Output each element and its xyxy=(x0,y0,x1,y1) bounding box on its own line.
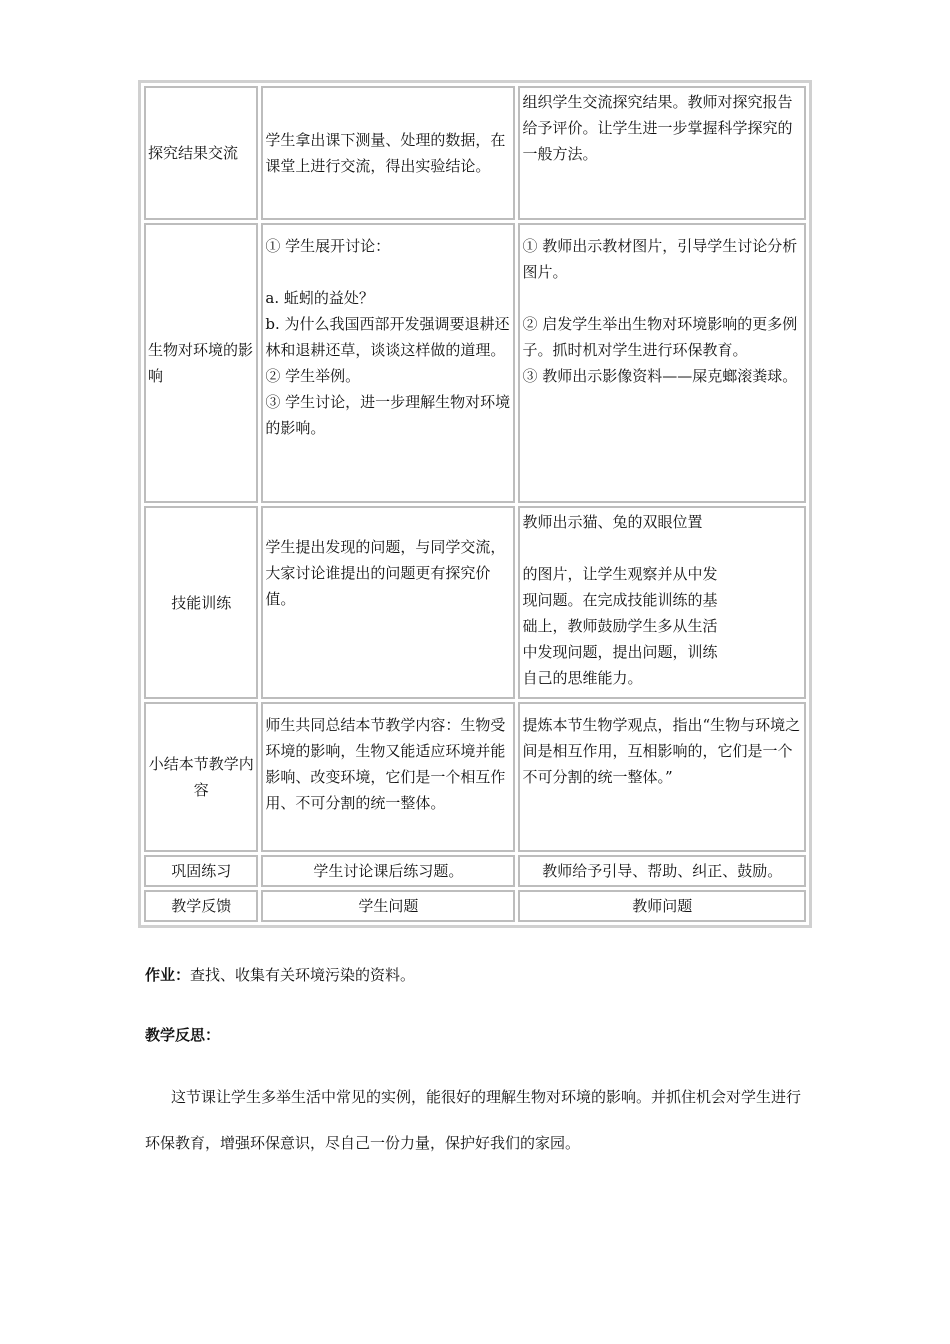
student-activity-text: a. 蚯蚓的益处？ xyxy=(265,289,374,307)
student-activity-text: b. 为什么我国西部开发强调要退耕还林和退耕还草，谈谈这样做的道理。 xyxy=(265,315,510,359)
teacher-activity-cell xyxy=(518,702,806,852)
stage-label: 技能训练 xyxy=(171,593,232,612)
homework-text: 查找、收集有关环境污染的资料。 xyxy=(190,966,416,984)
teacher-activity-cell xyxy=(518,86,806,220)
reflection-body: 这节课让学生多举生活中常见的实例，能很好的理解生物对环境的影响。并抓住机会对学生进行环保教育，增强环保意识，尽自己一份力量，保护好我们的家园。 xyxy=(145,1088,802,1152)
table-row xyxy=(144,86,806,220)
teacher-activity-text: 的图片，让学生观察并从中发现问题。在完成技能训练的基础上，教师鼓励学生多从生活中发现问题，提出问题，训练自己的思维能力。 xyxy=(522,565,718,687)
stage-label: 巩固练习 xyxy=(171,862,232,880)
teacher-activity-cell xyxy=(518,506,806,699)
stage-cell xyxy=(144,702,258,852)
homework-label: 作业： xyxy=(145,966,191,984)
stage-label: 教学反馈 xyxy=(171,897,232,915)
teacher-activity-text: 教师出示猫、兔的双眼位置 xyxy=(522,513,703,531)
student-activity-cell xyxy=(261,506,515,699)
teacher-activity-text: 教师问题 xyxy=(632,897,693,915)
teacher-activity-cell xyxy=(518,855,806,887)
student-activity-text: ① 学生展开讨论： xyxy=(265,237,391,255)
student-activity-text: 师生共同总结本节教学内容：生物受环境的影响，生物又能适应环境并能影响、改变环境，它们是一个相互作用、不可分割的统一整体。 xyxy=(265,716,506,812)
teacher-activity-text: ② 启发学生举出生物对环境影响的更多例子。抓时机对学生进行环保教育。 xyxy=(522,315,798,359)
teacher-activity-cell xyxy=(518,890,806,922)
stage-cell xyxy=(144,86,258,220)
student-activity-cell xyxy=(261,223,515,503)
stage-cell xyxy=(144,506,258,699)
table-row xyxy=(144,223,806,503)
stage-cell xyxy=(144,223,258,503)
teacher-activity-text: ① 教师出示教材图片，引导学生讨论分析图片。 xyxy=(522,237,798,281)
stage-cell xyxy=(144,890,258,922)
student-activity-cell xyxy=(261,702,515,852)
student-activity-text: 学生拿出课下测量、处理的数据，在课堂上进行交流，得出实验结论。 xyxy=(265,131,506,175)
teacher-activity-text: 教师给予引导、帮助、纠正、鼓励。 xyxy=(542,862,783,880)
student-activity-text: 学生问题 xyxy=(358,897,419,915)
student-activity-text: ② 学生举例。 xyxy=(265,367,361,385)
homework-line xyxy=(145,964,415,985)
student-activity-cell xyxy=(261,86,515,220)
teacher-activity-text: 提炼本节生物学观点，指出“生物与环境之间是相互作用，互相影响的，它们是一个不可分割的统一整体。” xyxy=(522,716,801,786)
stage-label: 探究结果交流 xyxy=(148,144,239,162)
teacher-activity-text: ③ 教师出示影像资料——屎克螂滚粪球。 xyxy=(522,367,798,385)
table-row xyxy=(144,855,806,887)
table-row xyxy=(144,890,806,922)
stage-label: 小结本节教学内容 xyxy=(148,755,254,799)
table-row xyxy=(144,702,806,852)
student-activity-cell xyxy=(261,855,515,887)
stage-label: 生物对环境的影响 xyxy=(148,341,254,385)
reflection-title: 教学反思： xyxy=(145,1026,221,1044)
student-activity-text: 学生提出发现的问题，与同学交流，大家讨论谁提出的问题更有探究价值。 xyxy=(265,538,506,608)
student-activity-cell xyxy=(261,890,515,922)
student-activity-text: ③ 学生讨论，进一步理解生物对环境的影响。 xyxy=(265,393,511,437)
stage-cell xyxy=(144,855,258,887)
teacher-activity-cell xyxy=(518,223,806,503)
teacher-activity-text: 组织学生交流探究结果。教师对探究报告给予评价。让学生进一步掌握科学探究的一般方法。 xyxy=(522,93,793,163)
lesson-plan-table xyxy=(138,80,812,928)
student-activity-text: 学生讨论课后练习题。 xyxy=(313,862,464,880)
table-row xyxy=(144,506,806,699)
